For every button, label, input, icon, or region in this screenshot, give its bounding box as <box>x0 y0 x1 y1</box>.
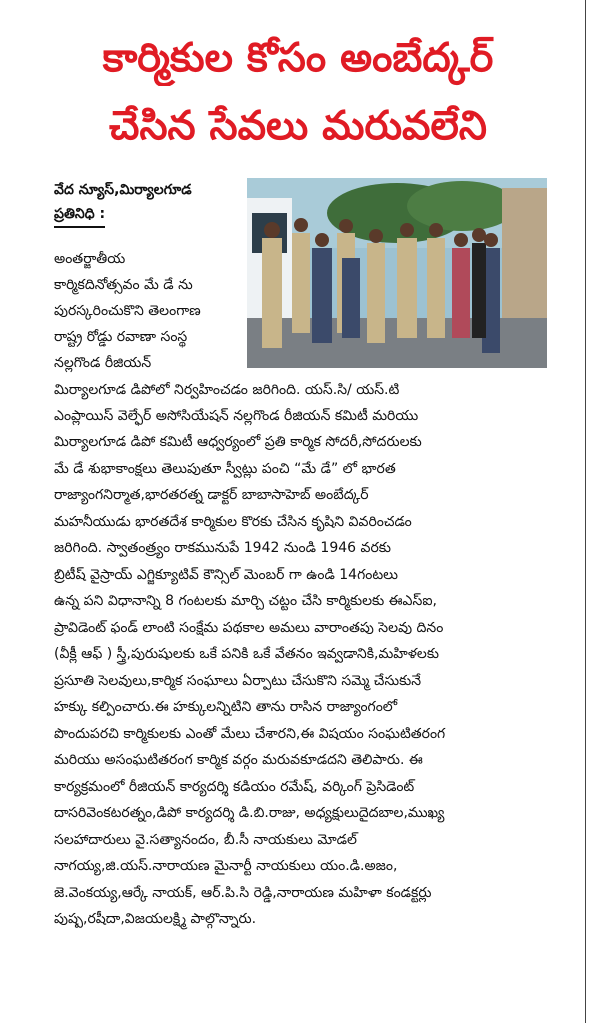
column-rule <box>585 0 586 1023</box>
article-line: మరియు అసంఘటితరంగ కార్మిక వర్గం మరువకూడదని తెలిపారు. ఈ <box>54 752 423 768</box>
byline-role: ప్రతినిధి : <box>54 202 105 228</box>
article-line: పొందుపరచి కార్మికులకు ఎంతో మేలు చేశారని,ఈ విషయం సంఘటితరంగ <box>54 726 446 742</box>
article-line: జె.వెంకయ్య,ఆర్కే నాయక్, ఆర్.పి.సి రెడ్డి,నారాయణ మహిళా కండక్టర్లు <box>54 885 432 901</box>
headline-line-2: చేసిన సేవలు మరువలేని <box>109 103 487 149</box>
article-narrow-line: కార్మికదినోత్సవం మే డే ను <box>54 277 193 293</box>
article-line: మహనీయుడు భారతదేశ కార్మికుల కొరకు చేసిన కృషిని వివరించడం <box>54 514 412 530</box>
article-narrow-line: రాష్ట్ర రోడ్డు రవాణా సంస్థ <box>54 329 188 345</box>
article-line: ఎంప్లాయిస్ వెల్ఫేర్ అసోసియేషన్ నల్లగొండ రీజియన్ కమిటీ మరియు <box>54 408 419 424</box>
article-narrow-line: నల్లగొండ రీజియన్ <box>54 355 152 371</box>
group-photo-icon <box>247 178 547 368</box>
article-narrow-line: అంతర్జాతీయ <box>54 251 126 267</box>
headline-line-1: కార్మికుల కోసం అంబేద్కర్ <box>102 35 494 81</box>
byline <box>54 178 244 228</box>
article-line: (వీక్లీ ఆఫ్ ) స్త్రీ,పురుషులకు ఒకే పనికి ఒకే వేతనం ఇవ్వడానికి,మహిళలకు <box>54 646 439 662</box>
article-line: హక్కు కల్పించారు.ఈ హక్కులన్నిటిని తాను రాసిన రాజ్యాంగంలో <box>54 699 398 715</box>
article-line: మే డే శుభాకాంక్షలు తెలుపుతూ స్వీట్లు పంచి “మే డే” లో భారత <box>54 461 396 477</box>
article-line: ప్రసూతి సెలవులు,కార్మిక సంఘాలు ఏర్పాటు చేసుకొని సమ్మె చేసుకునే <box>54 673 422 689</box>
article-line: రాజ్యాంగనిర్మాత,భారతరత్న డాక్టర్ బాబాసాహెబ్ అంబేద్కర్ <box>54 487 369 503</box>
article-line: మిర్యాలగూడ డిపోలో నిర్వహించడం జరిగింది. యస్.సి/ యస్.టి <box>54 382 400 398</box>
article-line: పుష్ప,రషీదా,విజయలక్ష్మి పాల్గొన్నారు. <box>54 911 257 927</box>
article-line: ప్రావిడెంట్ ఫండ్ లాంటి సంక్షేమ పథకాల అమలు వారాంతపు సెలవు దినం <box>54 620 444 636</box>
group-photo <box>247 178 547 368</box>
byline-source: వేద న్యూస్,మిర్యాలగూడ <box>54 182 192 198</box>
article-line: దాసరివెంకటరత్నం,డిపో కార్యదర్శి డి.బి.రాజు, అధ్యక్షులుదైదబాల,ముఖ్య <box>54 805 445 821</box>
article-line: సలహాదారులు వై.సత్యానందం, బీ.సీ నాయకులు మోడల్ <box>54 832 357 848</box>
article-line: కార్యక్రమంలో రీజియన్ కార్యదర్శి కడియం రమేష్, వర్కింగ్ ప్రెసిడెంట్ <box>54 779 415 795</box>
article-line: బ్రిటీష్ వైస్రాయ్ ఎగ్జిక్యూటివ్ కౌన్సిల్ మెంబర్ గా ఉండి 14గంటలు <box>54 567 398 583</box>
article-line: ఉన్న పని విధానాన్ని 8 గంటలకు మార్చి చట్టం చేసి కార్మికులకు ఈఎస్ఐ, <box>54 593 437 609</box>
article-line: నాగయ్య,జి.యస్.నారాయణ మైనార్టీ నాయకులు యం.డి.అజం, <box>54 858 398 874</box>
article-line: మిర్యాలగూడ డిపో కమిటీ ఆధ్వర్యంలో ప్రతి కార్మిక సోదరీ,సోదరులకు <box>54 434 422 450</box>
article-narrow-line: పురస్కరించుకొని తెలంగాణ <box>54 303 201 319</box>
article-line: జరిగింది. స్వాతంత్ర్యం రాకమునుపే 1942 నుండి 1946 వరకు <box>54 540 391 556</box>
